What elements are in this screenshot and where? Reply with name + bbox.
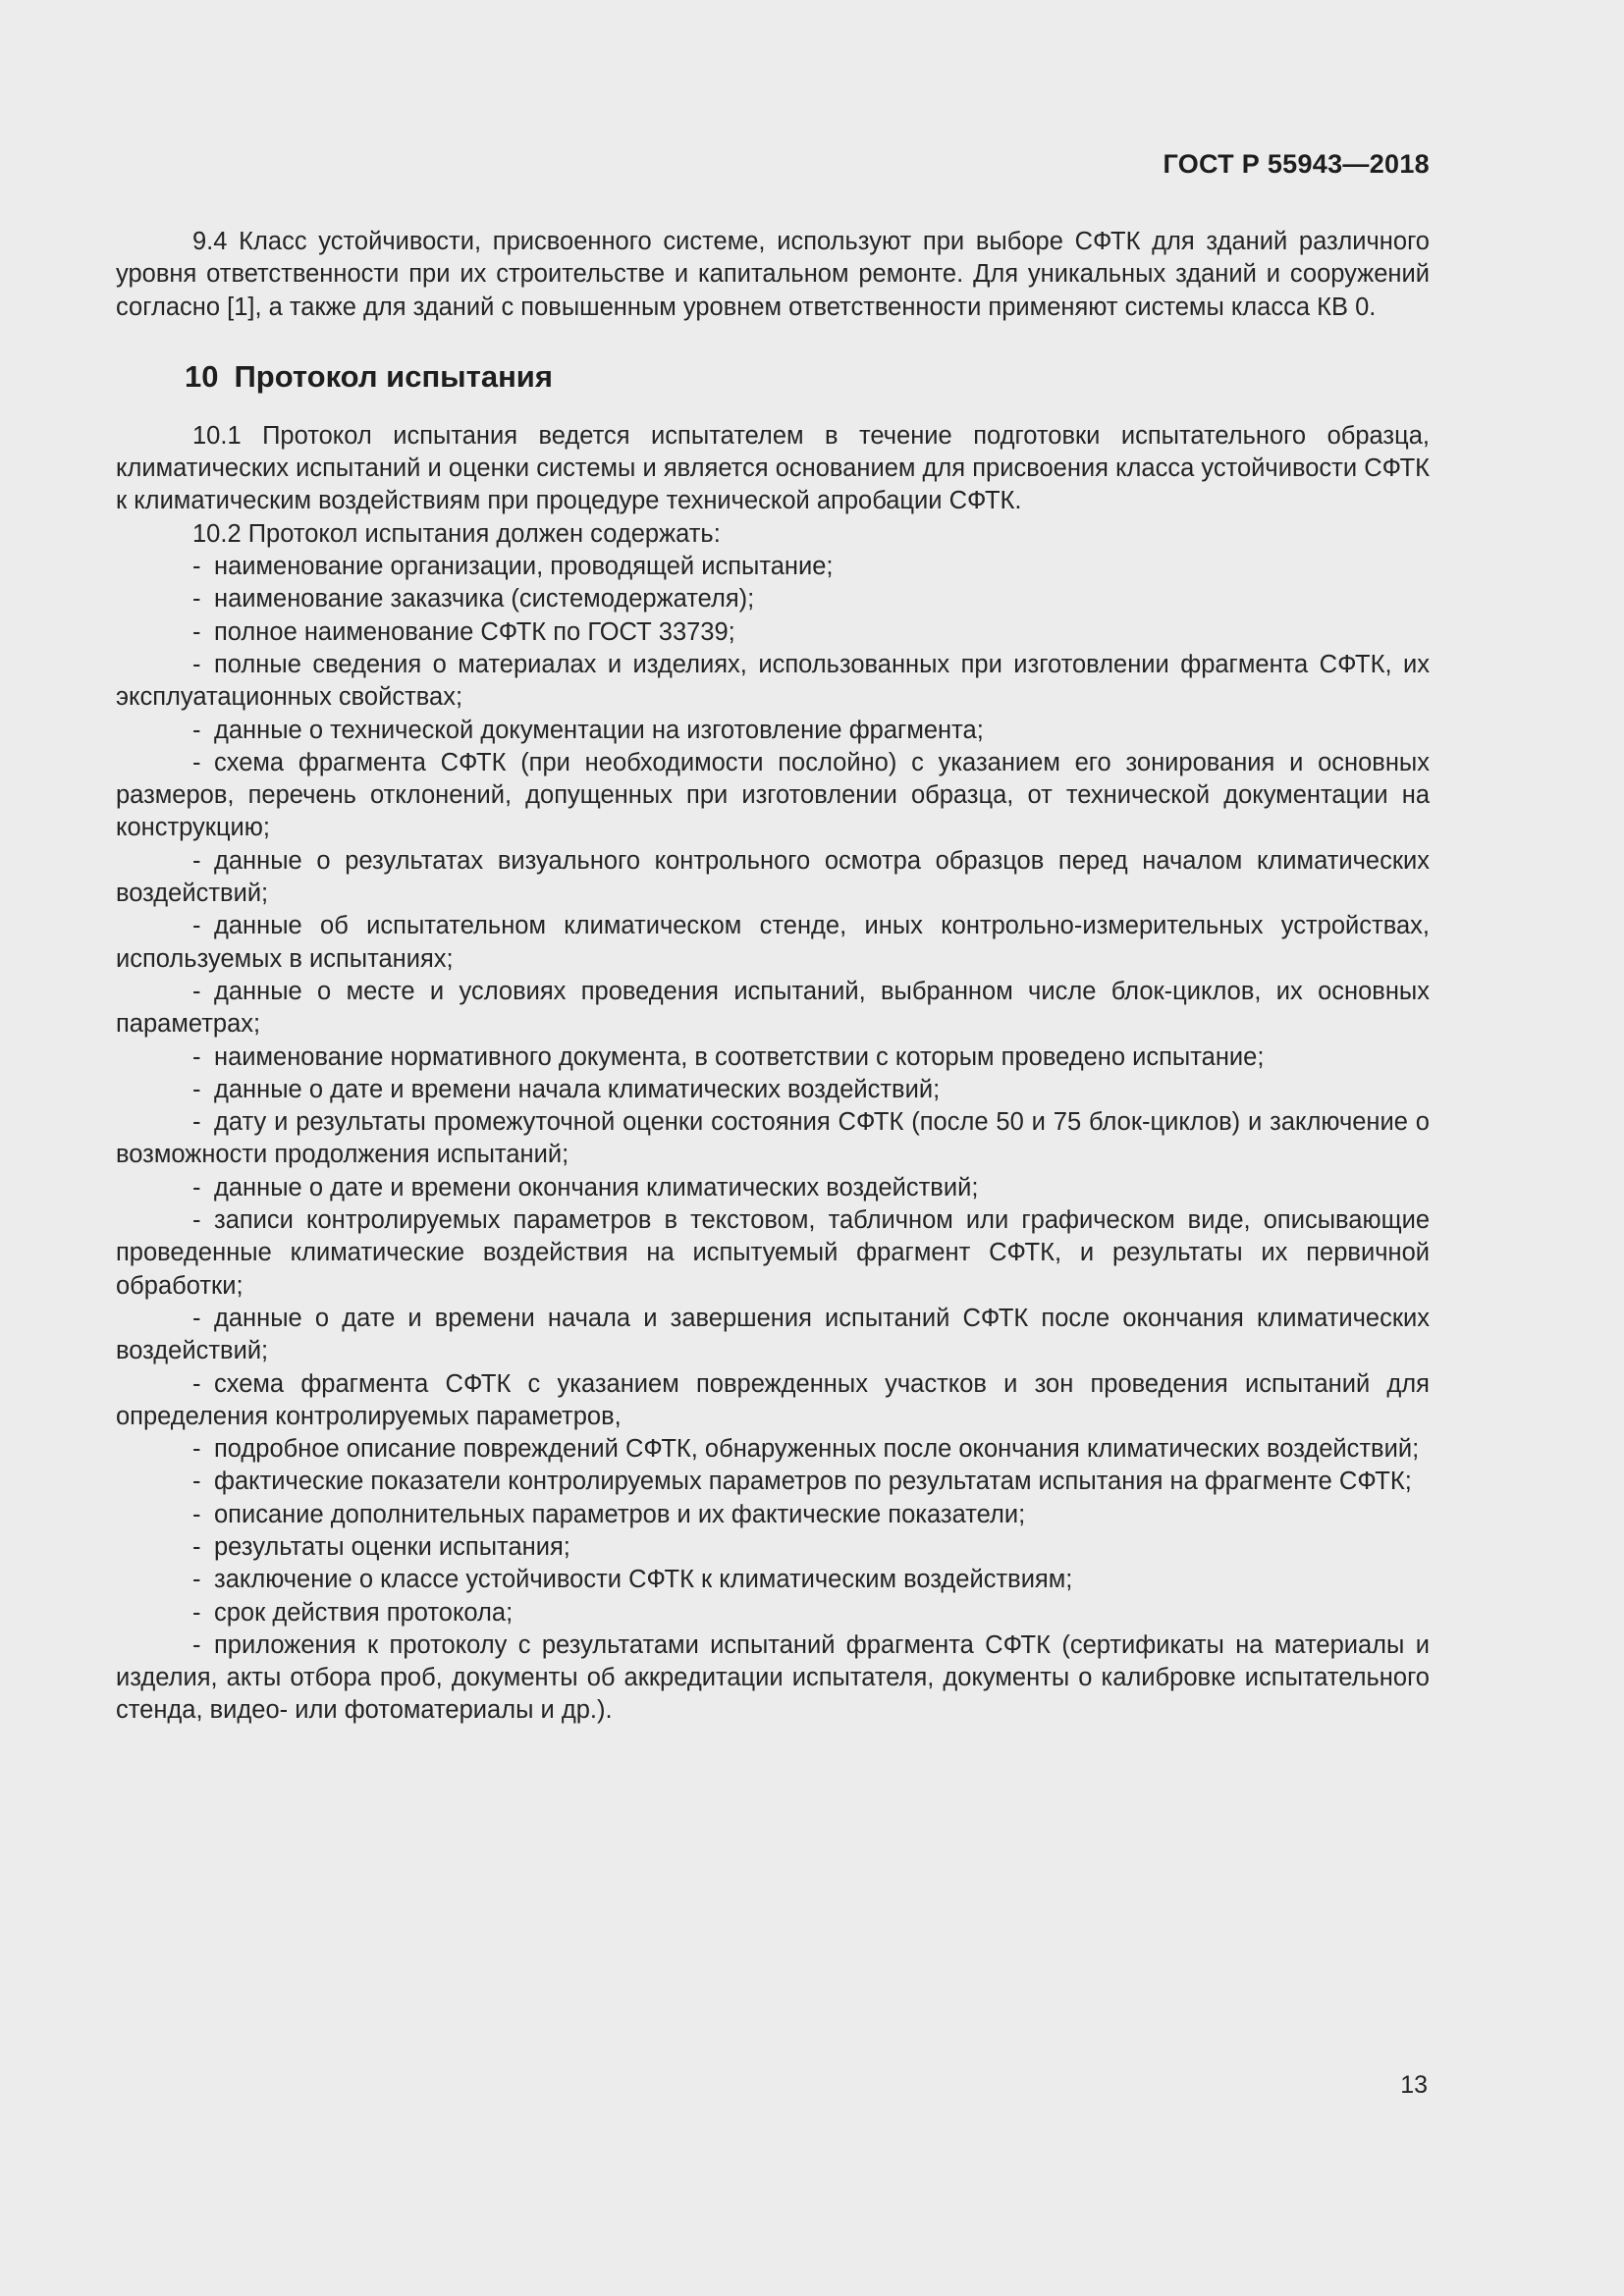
list-item-text: полное наименование СФТК по ГОСТ 33739; bbox=[214, 617, 735, 646]
list-item-text: наименование нормативного документа, в соответствии с которым проведено испытание; bbox=[214, 1042, 1265, 1071]
list-item bbox=[116, 1041, 1430, 1074]
list-dash: - bbox=[192, 585, 201, 614]
section-heading-10 bbox=[116, 357, 1430, 397]
list-dash: - bbox=[192, 1369, 201, 1398]
page-number: 13 bbox=[1400, 2071, 1428, 2099]
list-item bbox=[116, 1597, 1430, 1629]
section-title: Протокол испытания bbox=[234, 358, 553, 394]
list-item-text: фактические показатели контролируемых параметров по результатам испытания на фрагменте СФТК; bbox=[214, 1468, 1412, 1496]
list-item bbox=[116, 976, 1430, 1041]
list-item-text: записи контролируемых параметров в текстовом, табличном или графическом виде, описывающие проведенные климатические воздействия на испытуемый фрагмент СФТК, и результаты их первичной обработки; bbox=[116, 1206, 1430, 1300]
list-dash: - bbox=[192, 553, 201, 581]
list-item bbox=[116, 747, 1430, 845]
list-item bbox=[116, 1629, 1430, 1728]
list-dash: - bbox=[192, 1532, 201, 1561]
list-item-text: приложения к протоколу с результатами испытаний фрагмента СФТК (сертификаты на материалы и изделия, акты отбора проб, документы об аккредитации испытателя, документы о калибровке испытательного стенда, видео- или фотоматериалы и др.). bbox=[116, 1630, 1430, 1725]
list-item-text: схема фрагмента СФТК (при необходимости послойно) с указанием его зонирования и основных размеров, перечень отклонений, допущенных при изготовлении образца, от технической документации на конструкцию; bbox=[116, 748, 1430, 842]
list-dash: - bbox=[192, 1566, 201, 1594]
list-item bbox=[116, 1466, 1430, 1498]
list-dash: - bbox=[192, 912, 201, 940]
list-item bbox=[116, 583, 1430, 615]
list-item-text: данные о месте и условиях проведения испытаний, выбранном числе блок-циклов, их основных параметрах; bbox=[116, 977, 1430, 1039]
list-dash: - bbox=[192, 1630, 201, 1659]
list-item-text: данные об испытательном климатическом стенде, иных контрольно-измерительных устройствах, используемых в испытаниях; bbox=[116, 912, 1430, 973]
list-item-text: срок действия протокола; bbox=[214, 1598, 514, 1627]
list-item bbox=[116, 1433, 1430, 1466]
list-item bbox=[116, 1106, 1430, 1172]
paragraph-10-2: 10.2 Протокол испытания должен содержать: bbox=[192, 519, 721, 548]
paragraph-9-4: 9.4 Класс устойчивости, присвоенного системе, используют при выборе СФТК для зданий различного уровня ответственности при их строительстве и капитальном ремонте. Для уникальных зданий и сооружений согласно [1], а также для зданий с повышенным уровнем ответственности применяют системы класса КВ 0. bbox=[116, 228, 1430, 321]
list-item-text: наименование заказчика (системодержателя); bbox=[214, 585, 755, 614]
list-item bbox=[116, 1303, 1430, 1368]
list-dash: - bbox=[192, 1435, 201, 1464]
list-dash: - bbox=[192, 650, 201, 678]
document-code-header: ГОСТ Р 55943—2018 bbox=[1163, 149, 1430, 179]
paragraph-10-1: 10.1 Протокол испытания ведется испытателем в течение подготовки испытательного образца, климатических испытаний и оценки системы и является основанием для присвоения класса устойчивости СФТК к климатическим воздействиям при процедуре технической апробации СФТК. bbox=[116, 421, 1430, 515]
list-item bbox=[116, 845, 1430, 911]
list-item-text: схема фрагмента СФТК с указанием поврежденных участков и зон проведения испытаний для определения контролируемых параметров, bbox=[116, 1369, 1430, 1430]
list-dash: - bbox=[192, 617, 201, 646]
list-item bbox=[116, 551, 1430, 583]
list-item-text: полные сведения о материалах и изделиях, использованных при изготовлении фрагмента СФТК, их эксплуатационных свойствах; bbox=[116, 650, 1430, 712]
list-item bbox=[116, 1172, 1430, 1204]
list-item-text: данные о результатах визуального контрольного осмотра образцов перед началом климатических воздействий; bbox=[116, 846, 1430, 908]
list-dash: - bbox=[192, 1075, 201, 1103]
list-item-text: подробное описание повреждений СФТК, обнаруженных после окончания климатических воздействий; bbox=[214, 1435, 1420, 1464]
list-dash: - bbox=[192, 1304, 201, 1332]
list-dash: - bbox=[192, 716, 201, 744]
list-item-text: результаты оценки испытания; bbox=[214, 1532, 570, 1561]
list-item bbox=[116, 910, 1430, 976]
list-item bbox=[116, 616, 1430, 649]
list-dash: - bbox=[192, 1108, 201, 1137]
list-item-text: данные о дате и времени начала и завершения испытаний СФТК после окончания климатических воздействий; bbox=[116, 1304, 1430, 1365]
list-item bbox=[116, 649, 1430, 715]
list-item-text: данные о дате и времени начала климатических воздействий; bbox=[214, 1075, 941, 1103]
list-item-text: наименование организации, проводящей испытание; bbox=[214, 553, 834, 581]
list-item bbox=[116, 1531, 1430, 1564]
list-item-text: дату и результаты промежуточной оценки состояния СФТК (после 50 и 75 блок-циклов) и заключение о возможности продолжения испытаний; bbox=[116, 1108, 1430, 1169]
list-dash: - bbox=[192, 977, 201, 1005]
list-item bbox=[116, 1074, 1430, 1106]
document-body bbox=[116, 226, 1430, 1728]
protocol-contents-list bbox=[116, 551, 1430, 1728]
list-item bbox=[116, 1204, 1430, 1303]
list-dash: - bbox=[192, 748, 201, 776]
list-dash: - bbox=[192, 1206, 201, 1235]
list-item-text: данные о дате и времени окончания климатических воздействий; bbox=[214, 1173, 979, 1201]
list-item bbox=[116, 715, 1430, 747]
list-item bbox=[116, 1564, 1430, 1596]
list-dash: - bbox=[192, 1598, 201, 1627]
list-dash: - bbox=[192, 1173, 201, 1201]
list-item-text: данные о технической документации на изготовление фрагмента; bbox=[214, 716, 984, 744]
list-dash: - bbox=[192, 1500, 201, 1528]
list-dash: - bbox=[192, 1042, 201, 1071]
list-dash: - bbox=[192, 1468, 201, 1496]
list-item-text: описание дополнительных параметров и их фактические показатели; bbox=[214, 1500, 1026, 1528]
list-item bbox=[116, 1368, 1430, 1434]
section-number: 10 bbox=[185, 358, 219, 394]
list-item-text: заключение о классе устойчивости СФТК к климатическим воздействиям; bbox=[214, 1566, 1073, 1594]
list-dash: - bbox=[192, 846, 201, 875]
list-item bbox=[116, 1499, 1430, 1531]
